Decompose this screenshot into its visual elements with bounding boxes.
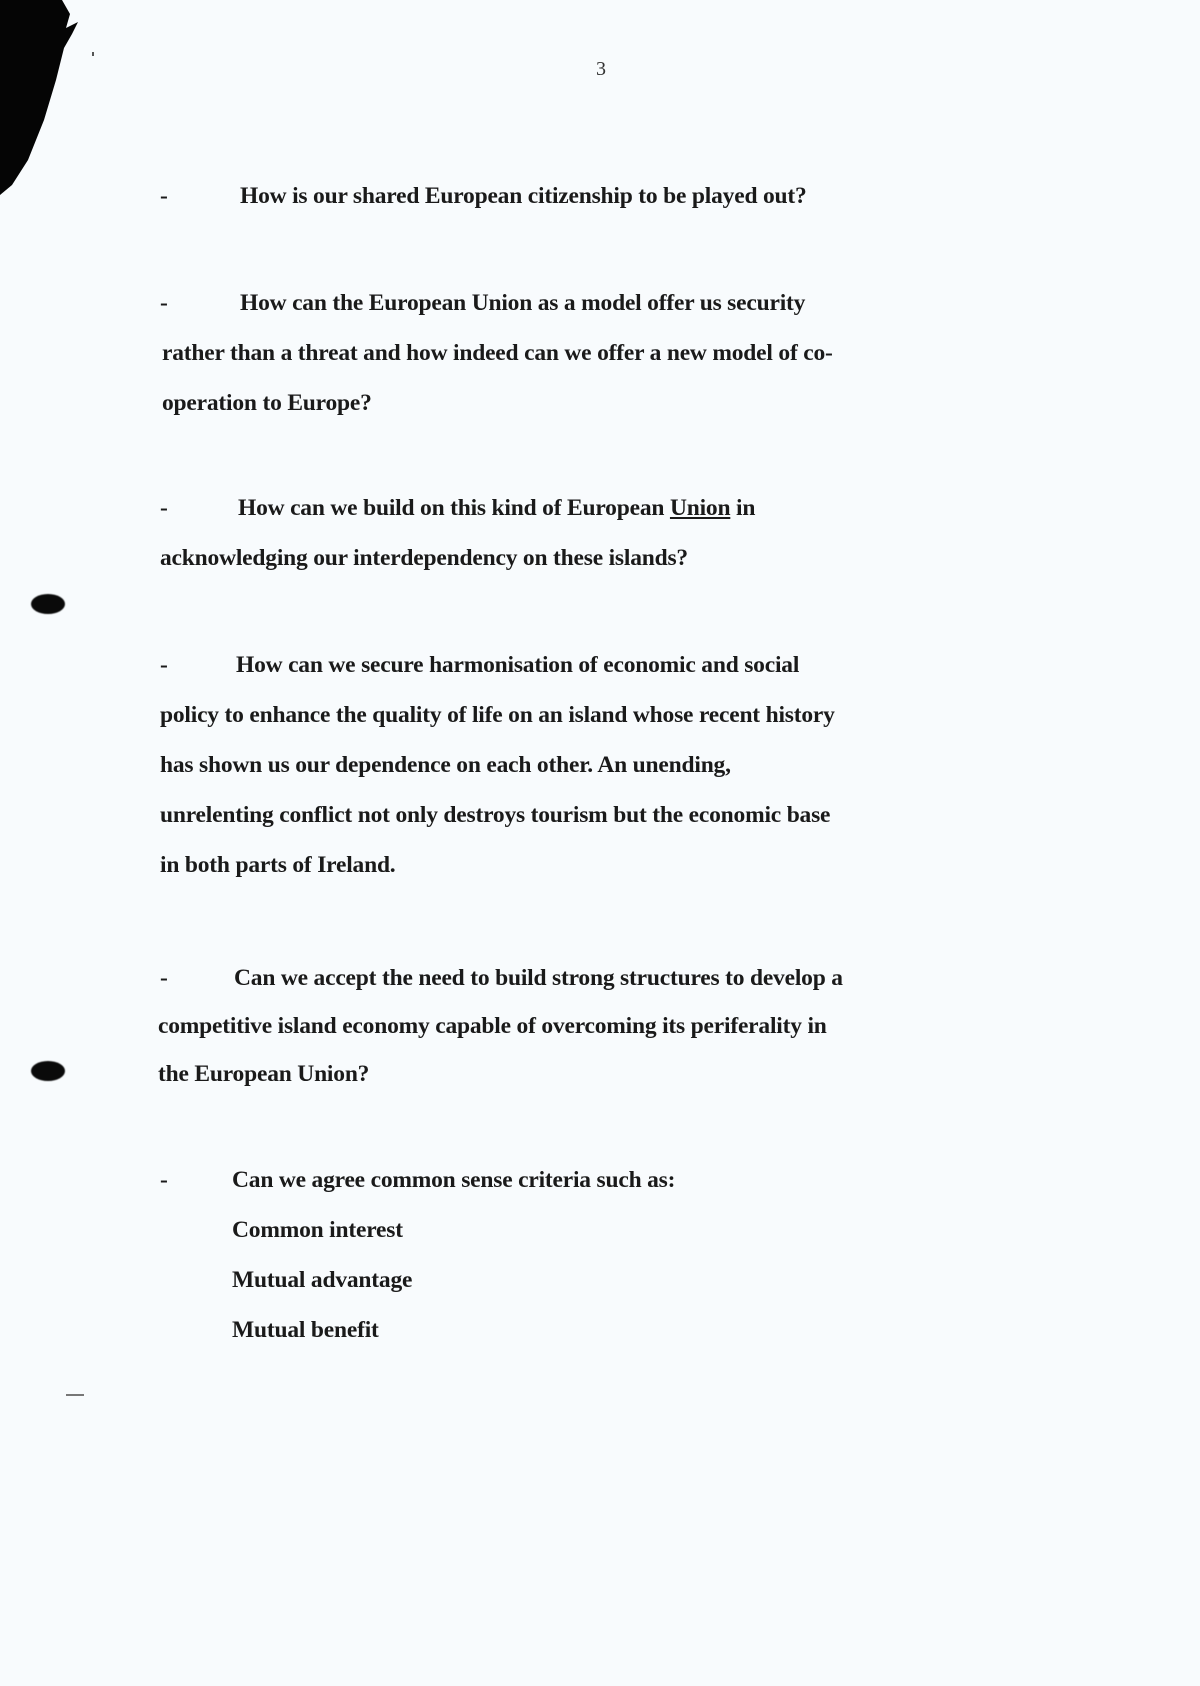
- item-line: in both parts of Ireland.: [160, 852, 396, 878]
- item-line: How is our shared European citizenship to be played out?: [240, 183, 807, 209]
- bullet-dash: -: [160, 183, 168, 209]
- item-text: How can we build on this kind of European: [238, 495, 665, 521]
- item-line: policy to enhance the quality of life on an island whose recent history: [160, 702, 835, 728]
- scan-speck: [66, 1394, 84, 1396]
- bullet-dash: -: [160, 495, 168, 521]
- criteria-item: Mutual advantage: [232, 1267, 413, 1293]
- item-line: acknowledging our interdependency on these islands?: [160, 545, 688, 571]
- punch-hole-top: [31, 594, 65, 614]
- bullet-dash: -: [160, 1167, 168, 1193]
- item-line: Can we agree common sense criteria such as:: [232, 1167, 676, 1193]
- criteria-item: Mutual benefit: [232, 1317, 379, 1343]
- bullet-dash: -: [160, 965, 168, 991]
- item-line: competitive island economy capable of overcoming its periferality in: [158, 1013, 827, 1039]
- criteria-item: Common interest: [232, 1217, 403, 1243]
- scan-speck: [92, 52, 94, 56]
- item-text: in: [736, 495, 756, 521]
- item-line: How can the European Union as a model offer us security: [240, 290, 806, 316]
- page-number: 3: [596, 58, 606, 80]
- punch-hole-bottom: [31, 1061, 65, 1081]
- item-line: operation to Europe?: [162, 390, 372, 416]
- item-line: [238, 495, 755, 522]
- item-line: unrelenting conflict not only destroys tourism but the economic base: [160, 802, 831, 828]
- item-line: has shown us our dependence on each other. An unending,: [160, 752, 731, 778]
- item-line: Can we accept the need to build strong structures to develop a: [234, 965, 843, 991]
- item-line: rather than a threat and how indeed can we offer a new model of co-: [162, 340, 833, 366]
- scan-ink-blot: [0, 0, 90, 200]
- underlined-word: Union: [669, 495, 731, 521]
- item-line: How can we secure harmonisation of economic and social: [236, 652, 800, 678]
- item-line: the European Union?: [158, 1061, 370, 1087]
- bullet-dash: -: [160, 652, 168, 678]
- bullet-dash: -: [160, 290, 168, 316]
